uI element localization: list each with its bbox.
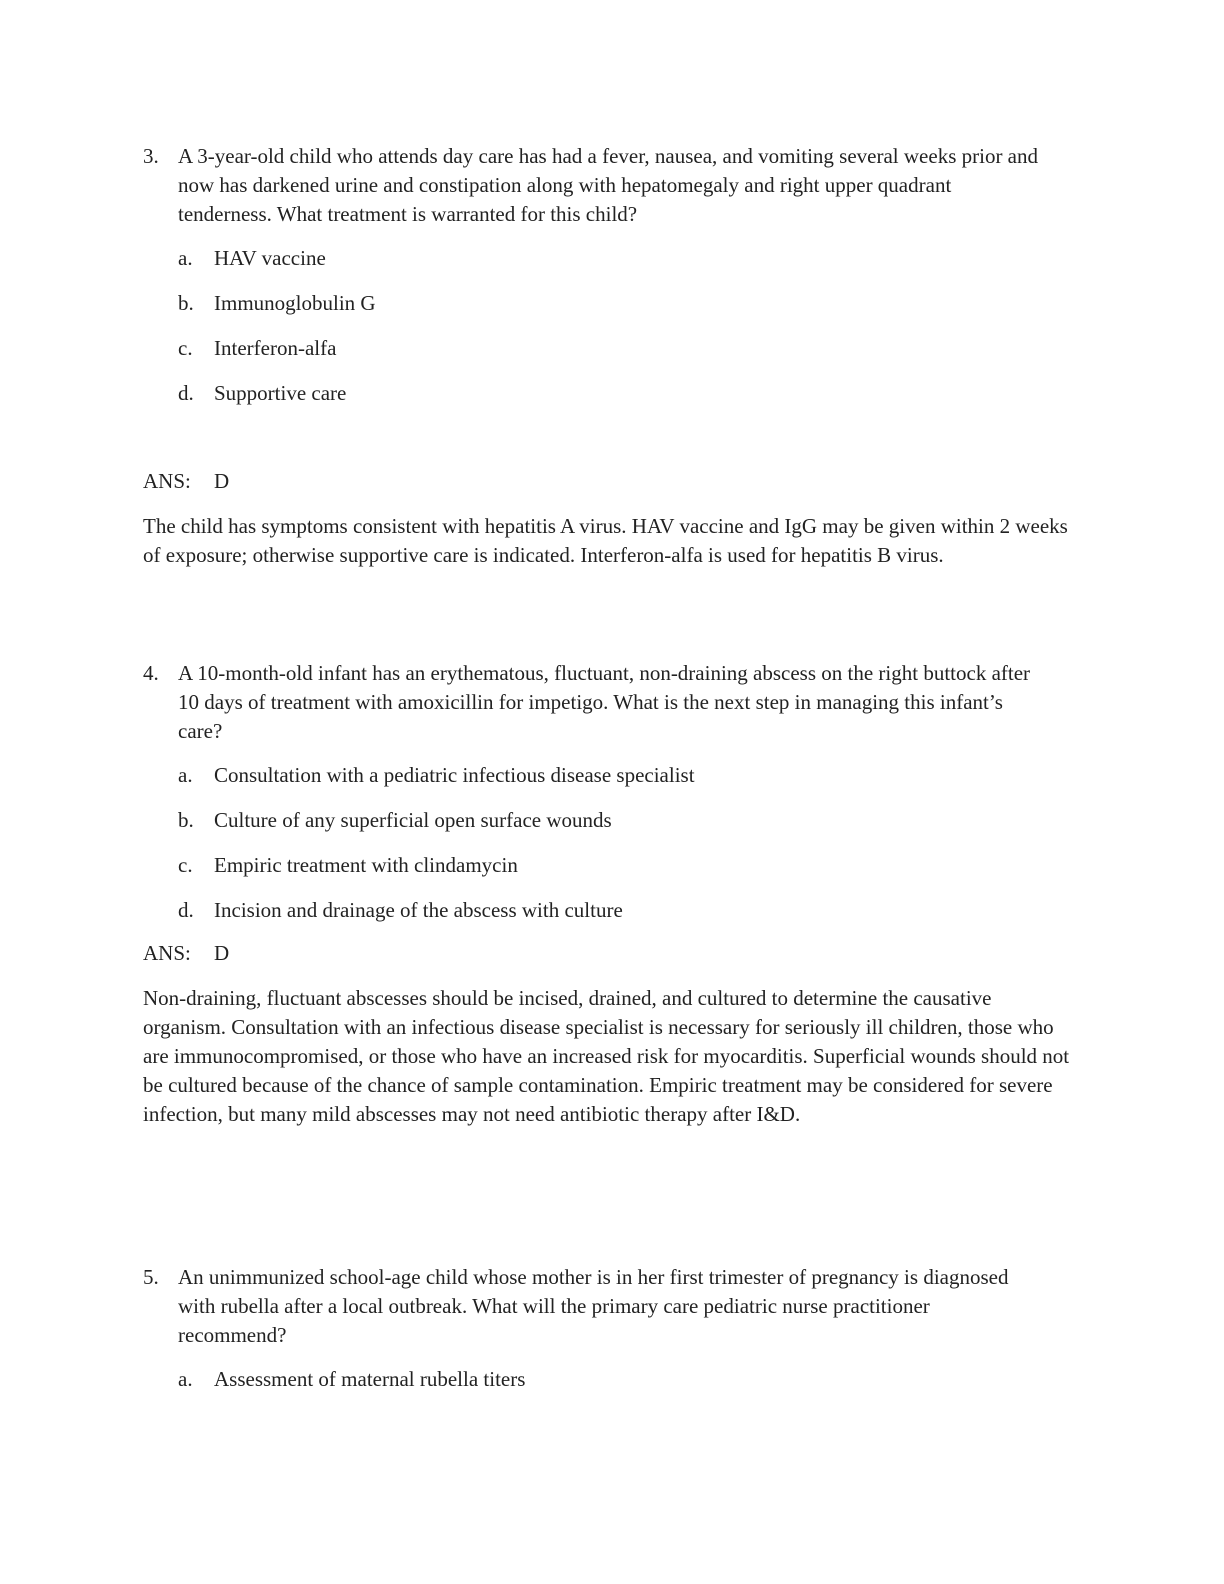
answer-block-3 [143,467,1073,570]
choice-b [178,289,1043,318]
choice-text: Interferon-alfa [214,336,337,360]
answer-label: ANS: [143,941,191,965]
choice-letter: b. [178,291,194,315]
choice-letter: c. [178,853,193,877]
question-text: An unimmunized school-age child whose mother is in her first trimester of pregnancy is diagnosed with rubella after a local outbreak. What will the primary care pediatric nurse practitioner recommend? [178,1265,1009,1347]
choice-text: HAV vaccine [214,246,326,270]
question-text: A 3-year-old child who attends day care has had a fever, nausea, and vomiting several weeks prior and now has darkened urine and constipation along with hepatomegaly and right upper quadrant tenderness. What treatment is warranted for this child? [178,144,1039,226]
choice-text: Immunoglobulin G [214,291,376,315]
choice-letter: c. [178,336,193,360]
choice-list [143,244,1043,408]
choice-text: Assessment of maternal rubella titers [214,1367,526,1391]
choice-text: Supportive care [214,381,347,405]
choice-text: Incision and drainage of the abscess with culture [214,898,623,922]
choice-list [143,1365,1043,1394]
rationale-text: Non-draining, fluctuant abscesses should be incised, drained, and cultured to determine the causative organism. Consultation with an infectious disease specialist is necessary for seriously ill children, those who are immunocompromised, or those who have an increased risk for myocarditis. Superficial wounds should not be cultured because of the chance of sample contamination. Empiric treatment may be considered for severe infection, but many mild abscesses may not need antibiotic therapy after I&D. [143,986,1070,1126]
choice-a [178,1365,1043,1394]
question-5 [143,1263,1043,1410]
choice-text: Consultation with a pediatric infectious disease specialist [214,763,695,787]
question-stem [143,659,1043,746]
question-4 [143,659,1043,941]
answer-line [143,939,1073,968]
choice-a [178,761,1043,790]
choice-c [178,334,1043,363]
choice-letter: b. [178,808,194,832]
question-text: A 10-month-old infant has an erythematous, fluctuant, non-draining abscess on the right buttock after 10 days of treatment with amoxicillin for impetigo. What is the next step in managing this infant’s care? [178,661,1031,743]
answer-block-4 [143,939,1073,1129]
choice-c [178,851,1043,880]
choice-letter: d. [178,898,194,922]
question-stem [143,142,1043,229]
answer-line [143,467,1073,496]
choice-list [143,761,1043,925]
answer-label: ANS: [143,469,191,493]
rationale-text: The child has symptoms consistent with hepatitis A virus. HAV vaccine and IgG may be given within 2 weeks of exposure; otherwise supportive care is indicated. Interferon-alfa is used for hepatitis B virus. [143,514,1068,567]
question-number: 4. [143,661,159,685]
question-number: 5. [143,1265,159,1289]
question-stem [143,1263,1043,1350]
answer-value: D [214,941,230,965]
choice-d [178,379,1043,408]
question-3 [143,142,1043,424]
choice-text: Empiric treatment with clindamycin [214,853,518,877]
answer-value: D [214,469,230,493]
choice-letter: d. [178,381,194,405]
question-number: 3. [143,144,159,168]
choice-d [178,896,1043,925]
choice-a [178,244,1043,273]
choice-b [178,806,1043,835]
choice-text: Culture of any superficial open surface wounds [214,808,612,832]
choice-letter: a. [178,763,193,787]
choice-letter: a. [178,246,193,270]
choice-letter: a. [178,1367,193,1391]
